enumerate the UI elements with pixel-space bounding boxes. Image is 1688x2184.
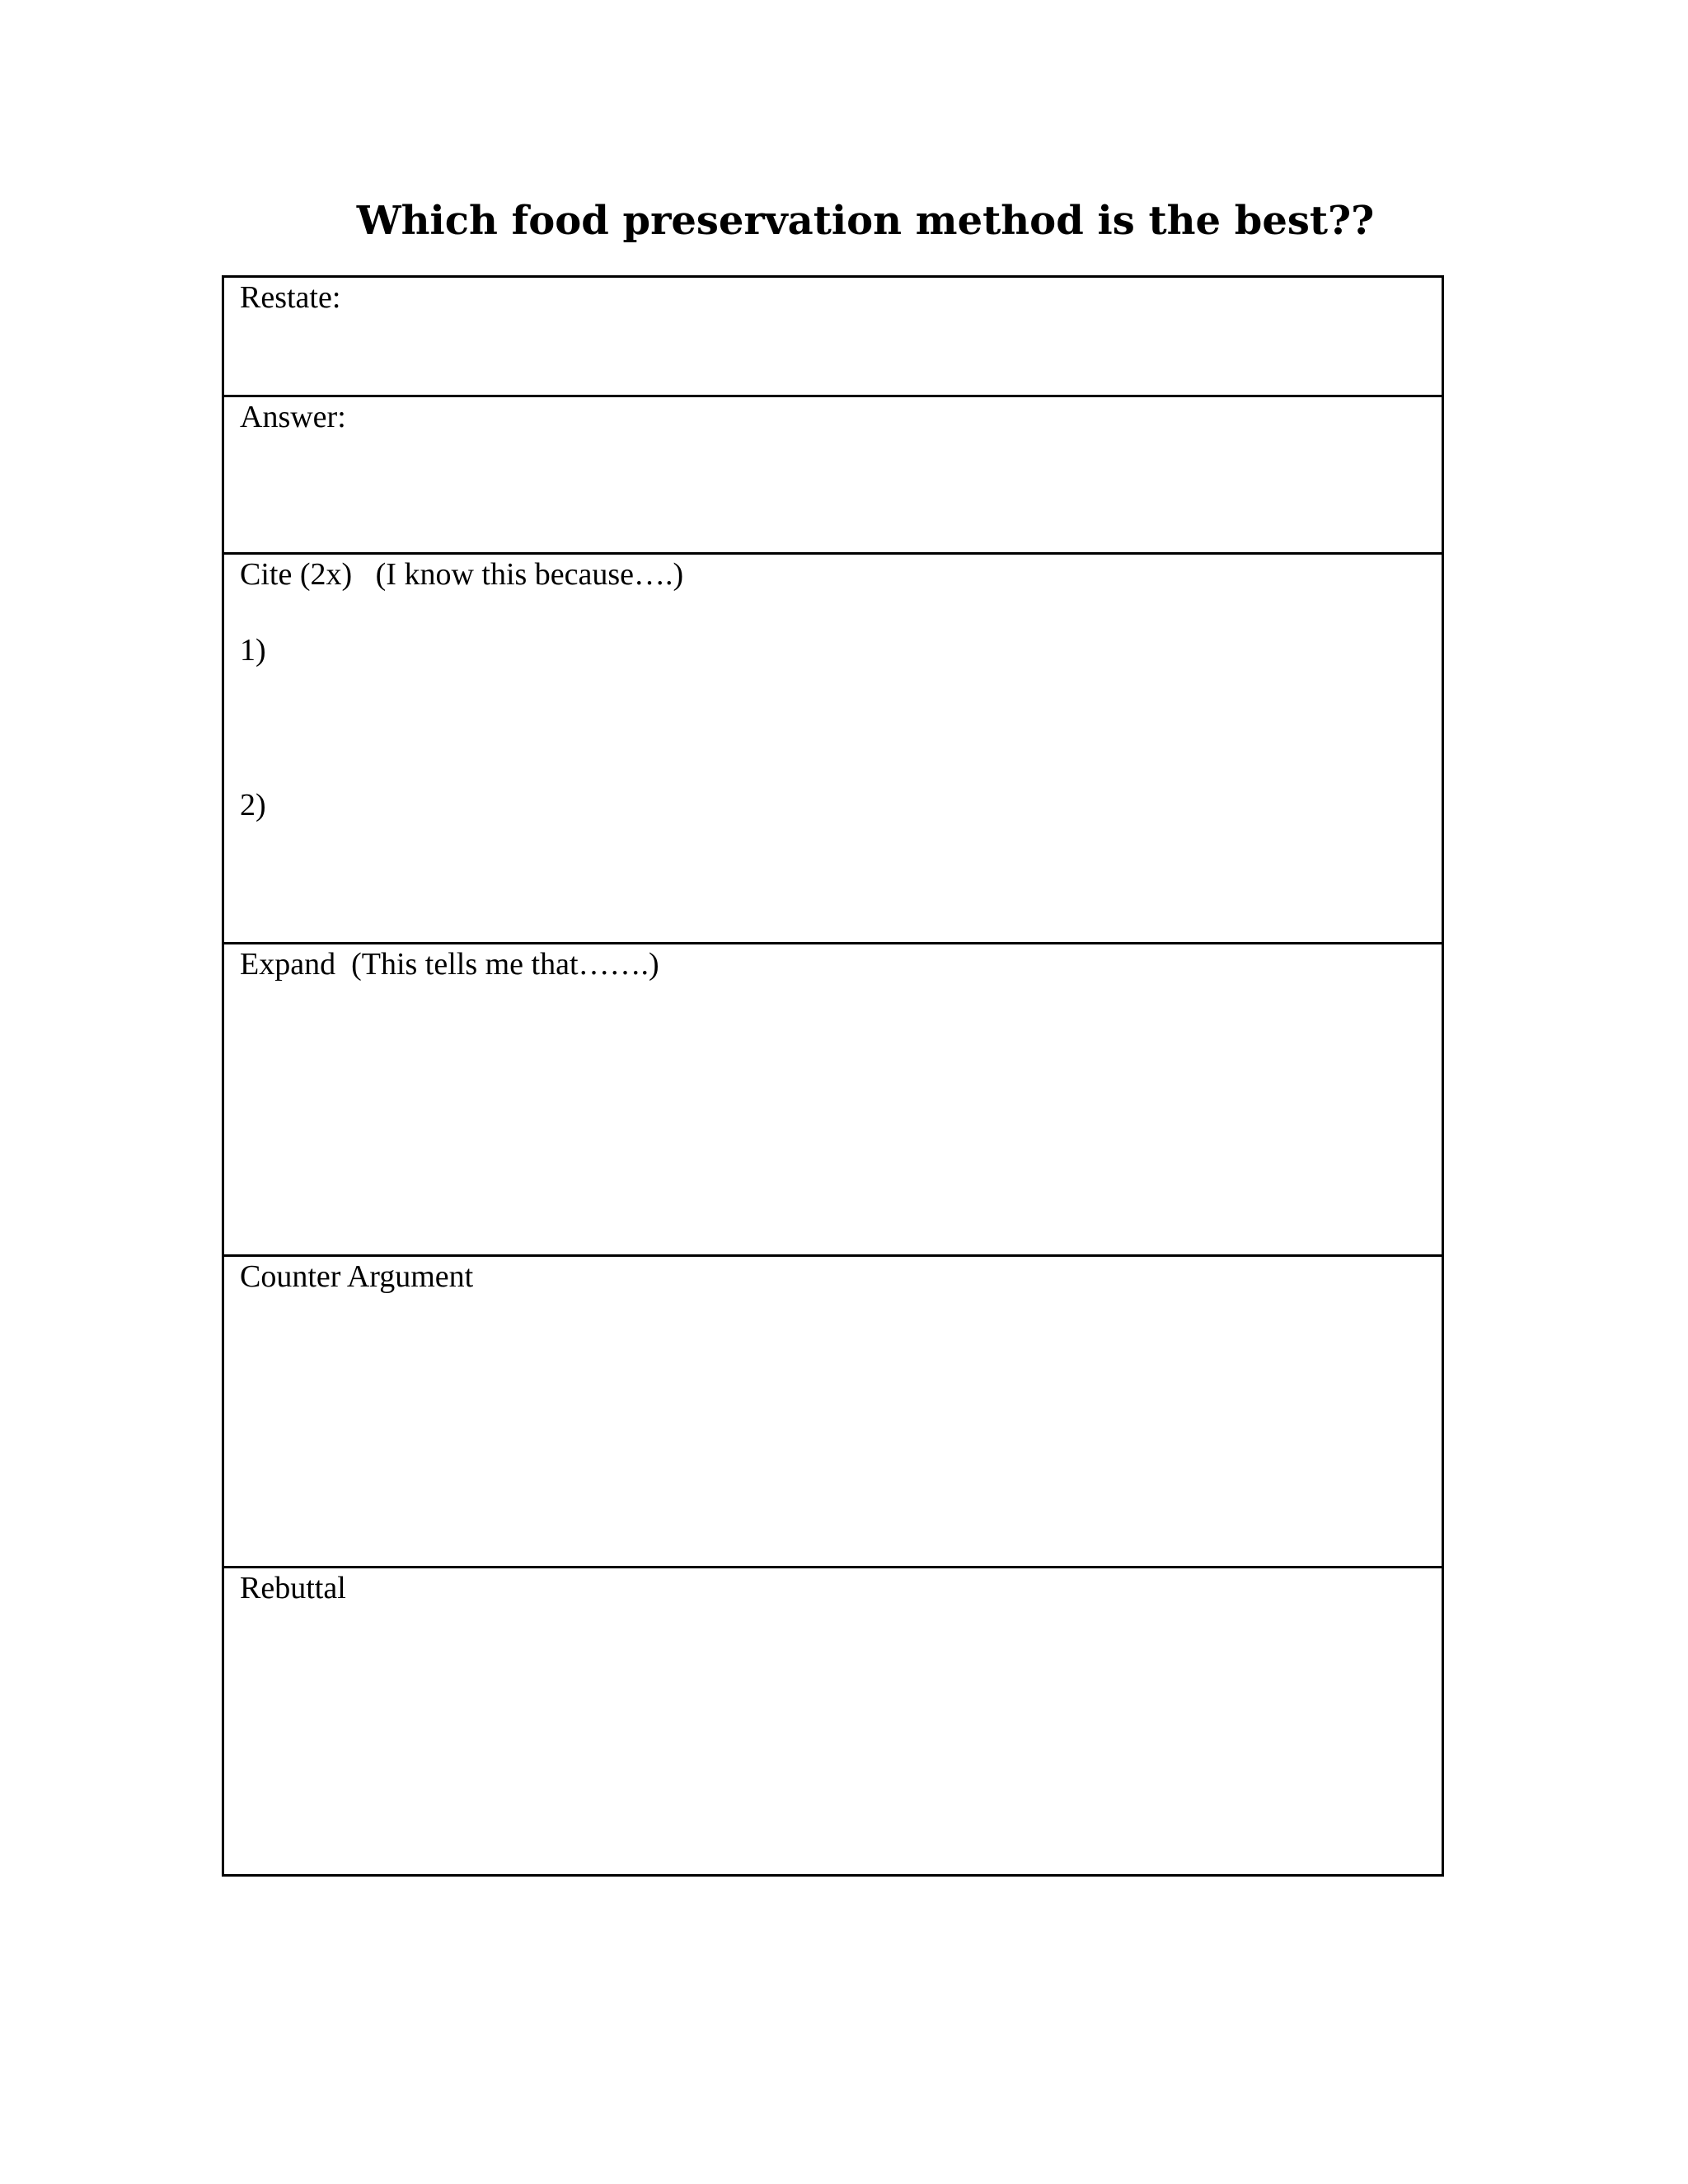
rebuttal-label: Rebuttal: [240, 1571, 346, 1605]
cite-item-1-label: 1): [240, 633, 266, 668]
graphic-organizer-table: [222, 275, 1444, 1877]
expand-label: Expand (This tells me that…….): [240, 947, 659, 982]
cite-section[interactable]: [224, 552, 1442, 942]
page-title: Which food preservation method is the best??: [356, 198, 1375, 244]
rebuttal-section[interactable]: [224, 1566, 1442, 1874]
restate-label: Restate:: [240, 280, 341, 315]
answer-label: Answer:: [240, 400, 346, 434]
counter-argument-section[interactable]: [224, 1254, 1442, 1566]
cite-label: Cite (2x) (I know this because….): [240, 557, 684, 592]
answer-section[interactable]: [224, 395, 1442, 552]
expand-section[interactable]: [224, 942, 1442, 1254]
restate-section[interactable]: [224, 278, 1442, 395]
counter-argument-label: Counter Argument: [240, 1259, 474, 1294]
cite-item-2-label: 2): [240, 788, 266, 823]
